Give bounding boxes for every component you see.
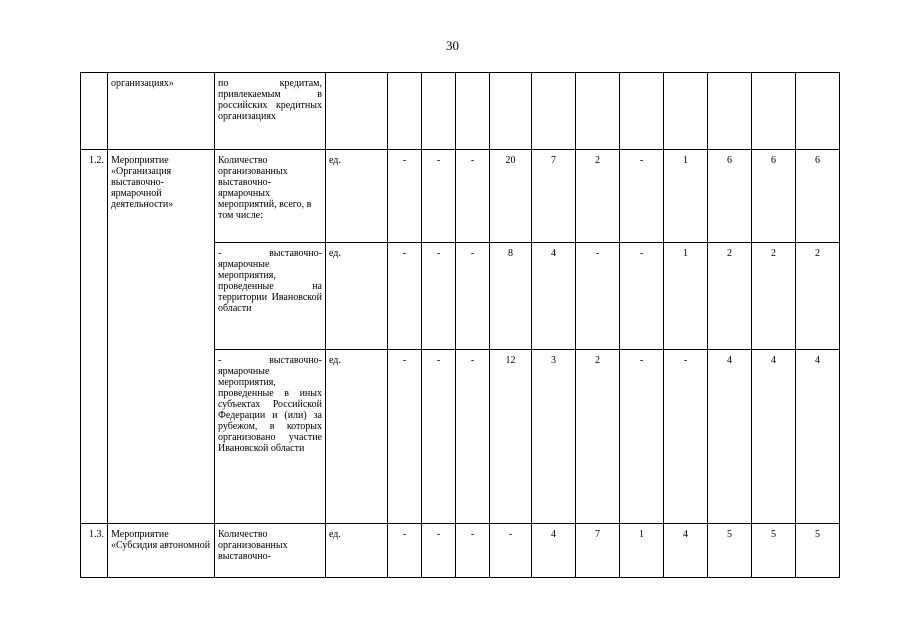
value-cell: 8: [490, 243, 532, 350]
indicator-cell: Количество организованных выставочно-ярмарочных мероприятий, всего, в том числе:: [215, 150, 326, 243]
value-cell: [422, 73, 456, 150]
event-cell: организациях»: [108, 73, 215, 150]
value-cell: -: [490, 524, 532, 578]
value-cell: -: [620, 150, 664, 243]
unit-cell: ед.: [326, 243, 388, 350]
value-cell: 5: [708, 524, 752, 578]
value-cell: [664, 73, 708, 150]
indicators-table: [80, 72, 840, 578]
value-cell: -: [456, 350, 490, 524]
value-cell: [620, 73, 664, 150]
value-cell: 1: [664, 150, 708, 243]
value-cell: -: [664, 350, 708, 524]
value-cell: -: [620, 350, 664, 524]
value-cell: -: [388, 350, 422, 524]
value-cell: 4: [752, 350, 796, 524]
value-cell: 3: [532, 350, 576, 524]
value-cell: -: [576, 243, 620, 350]
unit-cell: [326, 73, 388, 150]
value-cell: 4: [664, 524, 708, 578]
row-number-cell: [81, 73, 108, 150]
row-number-cell: 1.3.: [81, 524, 108, 578]
value-cell: 5: [796, 524, 840, 578]
value-cell: 20: [490, 150, 532, 243]
indicator-cell: по кредитам, привлекаемым в российских кредитных организациях: [215, 73, 326, 150]
value-cell: 12: [490, 350, 532, 524]
value-cell: -: [620, 243, 664, 350]
value-cell: -: [456, 150, 490, 243]
value-cell: 4: [796, 350, 840, 524]
event-cell: Мероприятие «Субсидия автономной: [108, 524, 215, 578]
value-cell: -: [422, 243, 456, 350]
table-row: [81, 524, 840, 578]
value-cell: -: [422, 524, 456, 578]
value-cell: 2: [752, 243, 796, 350]
row-number-cell: 1.2.: [81, 150, 108, 524]
value-cell: 2: [576, 150, 620, 243]
value-cell: 4: [708, 350, 752, 524]
value-cell: 4: [532, 524, 576, 578]
value-cell: [388, 73, 422, 150]
unit-cell: ед.: [326, 524, 388, 578]
value-cell: [490, 73, 532, 150]
value-cell: 2: [576, 350, 620, 524]
value-cell: [752, 73, 796, 150]
value-cell: 7: [576, 524, 620, 578]
table-row: [81, 73, 840, 150]
value-cell: 7: [532, 150, 576, 243]
table-row: [81, 150, 840, 243]
indicator-cell: - выставочно-ярмарочные мероприятия, проведенные на территории Ивановской области: [215, 243, 326, 350]
value-cell: 2: [708, 243, 752, 350]
unit-cell: ед.: [326, 150, 388, 243]
value-cell: -: [422, 350, 456, 524]
value-cell: [708, 73, 752, 150]
value-cell: -: [422, 150, 456, 243]
value-cell: [532, 73, 576, 150]
value-cell: -: [388, 150, 422, 243]
value-cell: [456, 73, 490, 150]
value-cell: [796, 73, 840, 150]
value-cell: 2: [796, 243, 840, 350]
indicator-cell: Количество организованных выставочно-: [215, 524, 326, 578]
value-cell: -: [456, 243, 490, 350]
page-number: 30: [446, 38, 459, 53]
unit-cell: ед.: [326, 350, 388, 524]
event-cell: Мероприятие «Организация выставочно-ярмарочной деятельности»: [108, 150, 215, 524]
indicator-cell: - выставочно-ярмарочные мероприятия, проведенные в иных субъектах Российской Федерации и (или) за рубежом, в которых организовано участие Ивановской области: [215, 350, 326, 524]
value-cell: 6: [708, 150, 752, 243]
value-cell: 1: [664, 243, 708, 350]
value-cell: 5: [752, 524, 796, 578]
value-cell: 6: [796, 150, 840, 243]
value-cell: 1: [620, 524, 664, 578]
value-cell: -: [388, 243, 422, 350]
value-cell: -: [388, 524, 422, 578]
value-cell: [576, 73, 620, 150]
value-cell: 6: [752, 150, 796, 243]
value-cell: -: [456, 524, 490, 578]
value-cell: 4: [532, 243, 576, 350]
